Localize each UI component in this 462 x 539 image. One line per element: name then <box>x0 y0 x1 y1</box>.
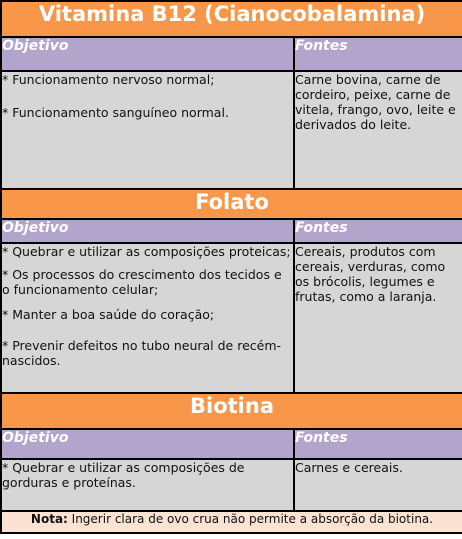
column-header-fontes-b12: Fontes <box>294 37 462 71</box>
objetivos-cell-b12 <box>1 71 294 189</box>
fontes-cell-biotina: Carnes e cereais. <box>294 459 462 511</box>
objetivos-cell-folato <box>1 243 294 393</box>
objetivo-item: * Funcionamento sanguíneo normal. <box>2 105 229 120</box>
section-title-folato: Folato <box>1 189 462 219</box>
objetivo-item: * Funcionamento nervoso normal; <box>2 72 215 87</box>
column-header-fontes-folato: Fontes <box>294 219 462 243</box>
column-header-objetivo-folato: Objetivo <box>1 219 294 243</box>
section-title-b12: Vitamina B12 (Cianocobalamina) <box>1 1 462 37</box>
objetivo-item: * Quebrar e utilizar as composições proteicas; <box>2 244 291 259</box>
column-header-objetivo-biotina: Objetivo <box>1 429 294 459</box>
note-label: Nota: <box>30 512 68 526</box>
note-text: Ingerir clara de ovo crua não permite a absorção da biotina. <box>67 512 434 526</box>
fontes-cell-b12: Carne bovina, carne de cordeiro, peixe, carne de vitela, frango, ovo, leite e derivados do leite. <box>294 71 462 189</box>
objetivo-item: * Os processos do crescimento dos tecidos e o funcionamento celular; <box>2 267 282 297</box>
objetivo-item: * Quebrar e utilizar as composições de gorduras e proteínas. <box>2 460 245 490</box>
column-header-objetivo-b12: Objetivo <box>1 37 294 71</box>
objetivo-item: * Prevenir defeitos no tubo neural de recém-nascidos. <box>2 338 282 368</box>
note-row <box>1 511 462 533</box>
objetivos-cell-biotina <box>1 459 294 511</box>
objetivo-item: * Manter a boa saúde do coração; <box>2 307 215 322</box>
fontes-cell-folato: Cereais, produtos com cereais, verduras, como os brócolis, legumes e frutas, como a laranja. <box>294 243 462 393</box>
column-header-fontes-biotina: Fontes <box>294 429 462 459</box>
section-title-biotina: Biotina <box>1 393 462 429</box>
